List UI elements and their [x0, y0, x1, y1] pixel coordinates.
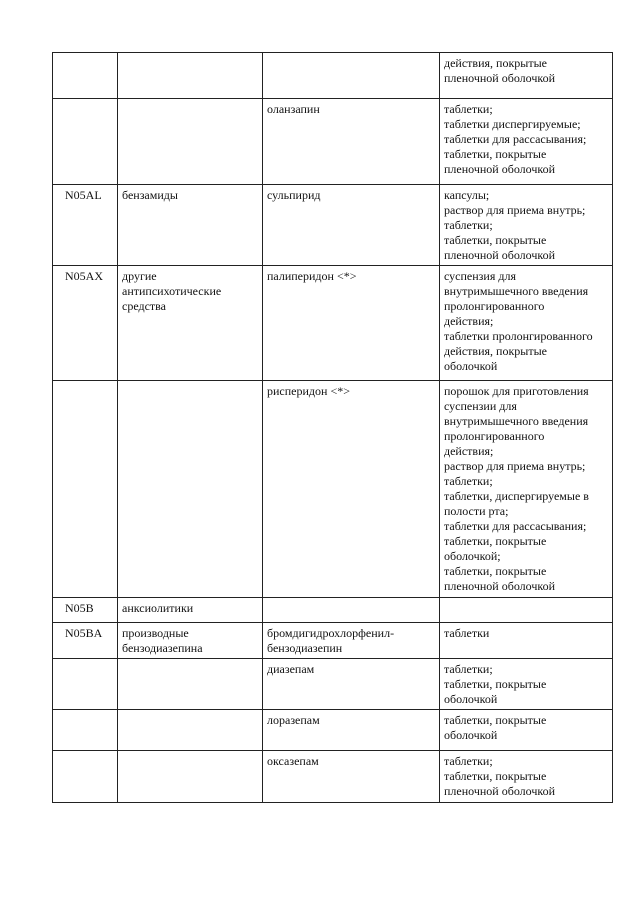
- table-row: [53, 710, 613, 751]
- dosage-forms-cell: таблетки; таблетки диспергируемые; таблетки для рассасывания; таблетки, покрытые пленочной оболочкой: [440, 99, 613, 185]
- dosage-forms-cell: [440, 598, 613, 623]
- drug-name-cell: [263, 53, 440, 99]
- drug-name-cell: лоразепам: [263, 710, 440, 751]
- dosage-forms-cell: порошок для приготовления суспензии для внутримышечного введения пролонгированного действия; раствор для приема внутрь; таблетки; таблетки, диспергируемые в полости рта; таблетки для рассасывания; таблетки, покрытые оболочкой; таблетки, покрытые пленочной оболочкой: [440, 381, 613, 598]
- table-row: [53, 751, 613, 803]
- group-cell: другие антипсихотические средства: [118, 266, 263, 381]
- group-cell: [118, 659, 263, 710]
- atc-code-cell: [53, 53, 118, 99]
- dosage-forms-cell: таблетки; таблетки, покрытые оболочкой: [440, 659, 613, 710]
- atc-code-cell: N05BA: [53, 623, 118, 659]
- table-row: [53, 623, 613, 659]
- group-cell: [118, 381, 263, 598]
- group-cell: производные бензодиазепина: [118, 623, 263, 659]
- atc-code-cell: [53, 381, 118, 598]
- atc-code-cell: N05B: [53, 598, 118, 623]
- dosage-forms-cell: таблетки: [440, 623, 613, 659]
- atc-code-cell: [53, 751, 118, 803]
- drug-name-cell: палиперидон <*>: [263, 266, 440, 381]
- table-row: [53, 53, 613, 99]
- group-cell: анксиолитики: [118, 598, 263, 623]
- dosage-forms-cell: капсулы; раствор для приема внутрь; таблетки; таблетки, покрытые пленочной оболочкой: [440, 185, 613, 266]
- atc-code-cell: [53, 710, 118, 751]
- dosage-forms-cell: таблетки, покрытые оболочкой: [440, 710, 613, 751]
- group-cell: [118, 710, 263, 751]
- atc-code-cell: N05AX: [53, 266, 118, 381]
- dosage-forms-cell: таблетки; таблетки, покрытые пленочной оболочкой: [440, 751, 613, 803]
- atc-code-cell: [53, 99, 118, 185]
- group-cell: [118, 53, 263, 99]
- drug-name-cell: [263, 598, 440, 623]
- dosage-forms-cell: суспензия для внутримышечного введения пролонгированного действия; таблетки пролонгированного действия, покрытые оболочкой: [440, 266, 613, 381]
- table-row: [53, 266, 613, 381]
- drug-name-cell: диазепам: [263, 659, 440, 710]
- atc-code-cell: N05AL: [53, 185, 118, 266]
- drug-name-cell: оксазепам: [263, 751, 440, 803]
- group-cell: [118, 99, 263, 185]
- group-cell: [118, 751, 263, 803]
- table-row: [53, 659, 613, 710]
- drug-name-cell: сульпирид: [263, 185, 440, 266]
- table-row: [53, 185, 613, 266]
- drug-table: [52, 52, 613, 803]
- table-row: [53, 99, 613, 185]
- dosage-forms-cell: действия, покрытые пленочной оболочкой: [440, 53, 613, 99]
- group-cell: бензамиды: [118, 185, 263, 266]
- table-row: [53, 598, 613, 623]
- table-row: [53, 381, 613, 598]
- drug-name-cell: оланзапин: [263, 99, 440, 185]
- drug-name-cell: рисперидон <*>: [263, 381, 440, 598]
- atc-code-cell: [53, 659, 118, 710]
- drug-name-cell: бромдигидрохлорфенил- бензодиазепин: [263, 623, 440, 659]
